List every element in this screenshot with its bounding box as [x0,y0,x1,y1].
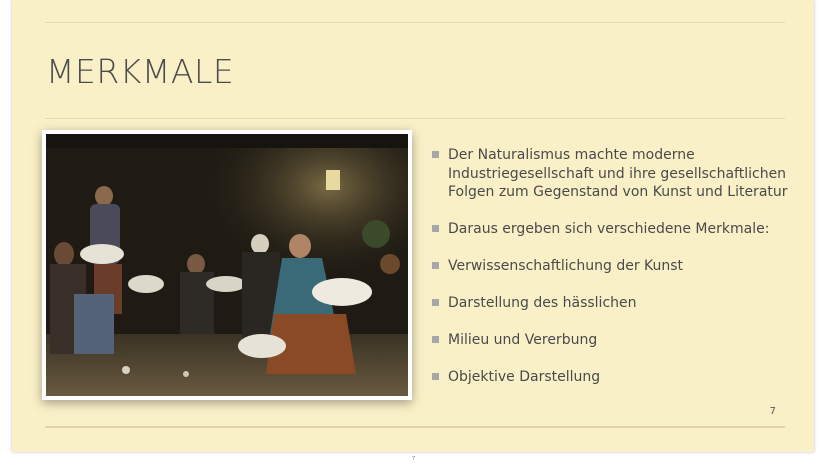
bullet-marker [432,262,439,269]
bullet-item [432,146,812,202]
bullet-item [432,220,812,239]
bullet-item [432,331,812,350]
bullet-item [432,294,812,313]
bullet-item [432,257,812,276]
slide [12,0,814,452]
bullet-item [432,368,812,387]
bullet-marker [432,225,439,232]
bullet-text: Objektive Darstellung [448,369,601,385]
bullet-text: Verwissenschaftlichung der Kunst [448,258,684,274]
bullet-marker [432,373,439,380]
painting-illustration [46,134,408,396]
bullet-text: Milieu und Vererbung [448,332,598,348]
title-divider [45,118,785,119]
bullet-list [432,146,812,405]
footer-page-number: 7 [412,456,416,462]
painting-image [42,130,412,400]
bullet-marker [432,151,439,158]
slide-title: MERKMALE [46,52,235,91]
bullet-text: Der Naturalismus machte moderne Industriegesellschaft und ihre gesellschaftlichen Folgen zum Gegenstand von Kunst und Literatur [448,147,788,200]
bullet-text: Darstellung des hässlichen [448,295,637,311]
bullet-text: Daraus ergeben sich verschiedene Merkmale: [448,221,770,237]
top-divider [45,22,785,23]
bottom-divider [45,426,785,428]
bullet-marker [432,299,439,306]
slide-page-number: 7 [769,406,776,417]
bullet-marker [432,336,439,343]
